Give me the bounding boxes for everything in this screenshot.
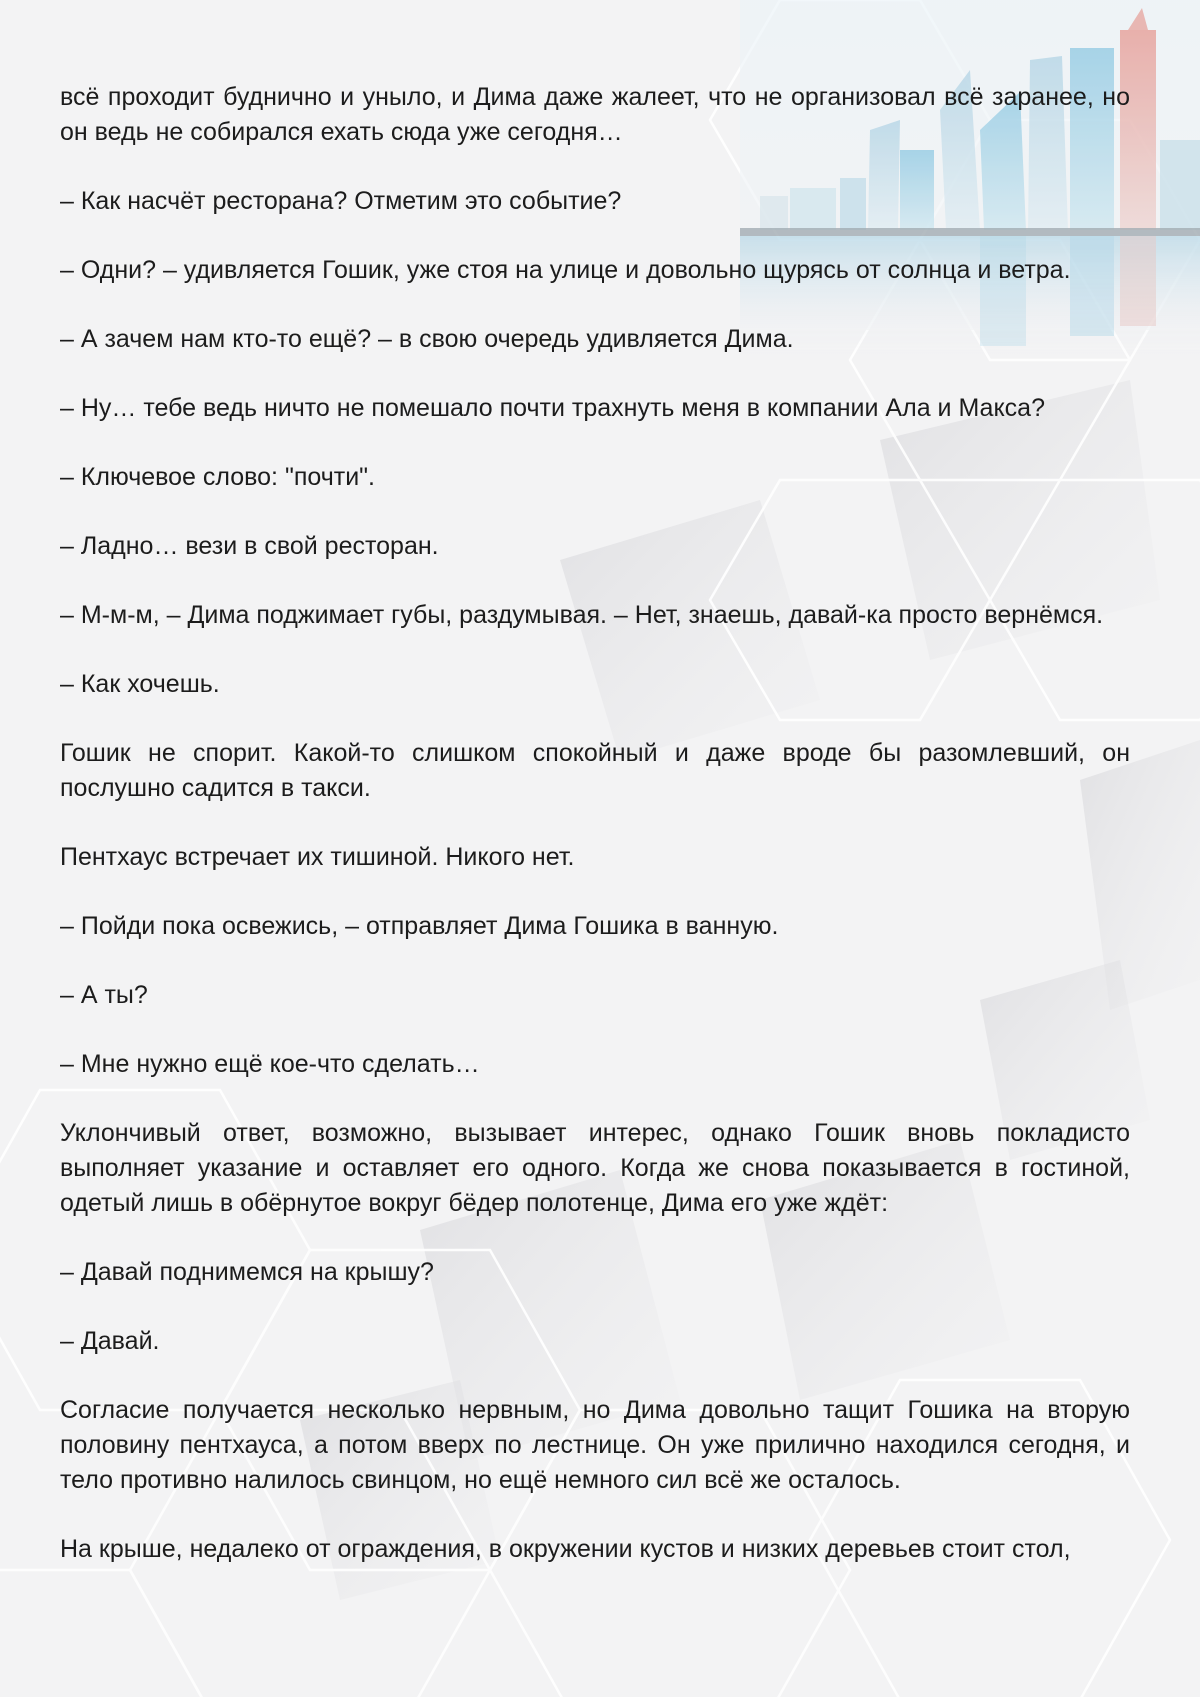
paragraph: Уклончивый ответ, возможно, вызывает интерес, однако Гошик вновь покладисто выполняет указание и оставляет его одного. Когда же снова показывается в гостиной, одетый лишь в обёрнутое вокруг бёдер полотенце, Дима его уже ждёт: [60,1119,1130,1217]
paragraph: – А зачем нам кто-то ещё? – в свою очередь удивляется Дима. [60,325,794,353]
paragraph: всё проходит буднично и уныло, и Дима даже жалеет, что не организовал всё заранее, но он ведь не собирался ехать сюда уже сегодня… [60,83,1130,146]
paragraph: – А ты? [60,981,148,1009]
paragraph: – Одни? – удивляется Гошик, уже стоя на улице и довольно щурясь от солнца и ветра. [60,256,1071,284]
paragraph: – Ключевое слово: "почти". [60,463,375,491]
paragraph: Согласие получается несколько нервным, но Дима довольно тащит Гошика на вторую половину пентхауса, а потом вверх по лестнице. Он уже прилично находился сегодня, и тело противно налилось свинцом, но ещё немного сил всё же осталось. [60,1396,1130,1494]
paragraph: – М-м-м, – Дима поджимает губы, раздумывая. – Нет, знаешь, давай-ка просто вернёмся. [60,601,1104,629]
paragraph: Пентхаус встречает их тишиной. Никого нет. [60,843,575,871]
page-text [60,80,1130,1567]
paragraph: – Мне нужно ещё кое-что сделать… [60,1050,480,1078]
paragraph: – Как хочешь. [60,670,220,698]
paragraph: – Как насчёт ресторана? Отметим это событие? [60,187,622,215]
paragraph: – Ну… тебе ведь ничто не помешало почти трахнуть меня в компании Ала и Макса? [60,394,1045,422]
paragraph: На крыше, недалеко от ограждения, в окружении кустов и низких деревьев стоит стол, [60,1535,1071,1563]
paragraph: – Ладно… вези в свой ресторан. [60,532,439,560]
paragraph: – Давай. [60,1327,160,1355]
paragraph: – Давай поднимемся на крышу? [60,1258,434,1286]
paragraph: – Пойди пока освежись, – отправляет Дима Гошика в ванную. [60,912,779,940]
paragraph: Гошик не спорит. Какой-то слишком спокойный и даже вроде бы разомлевший, он послушно садится в такси. [60,739,1130,802]
